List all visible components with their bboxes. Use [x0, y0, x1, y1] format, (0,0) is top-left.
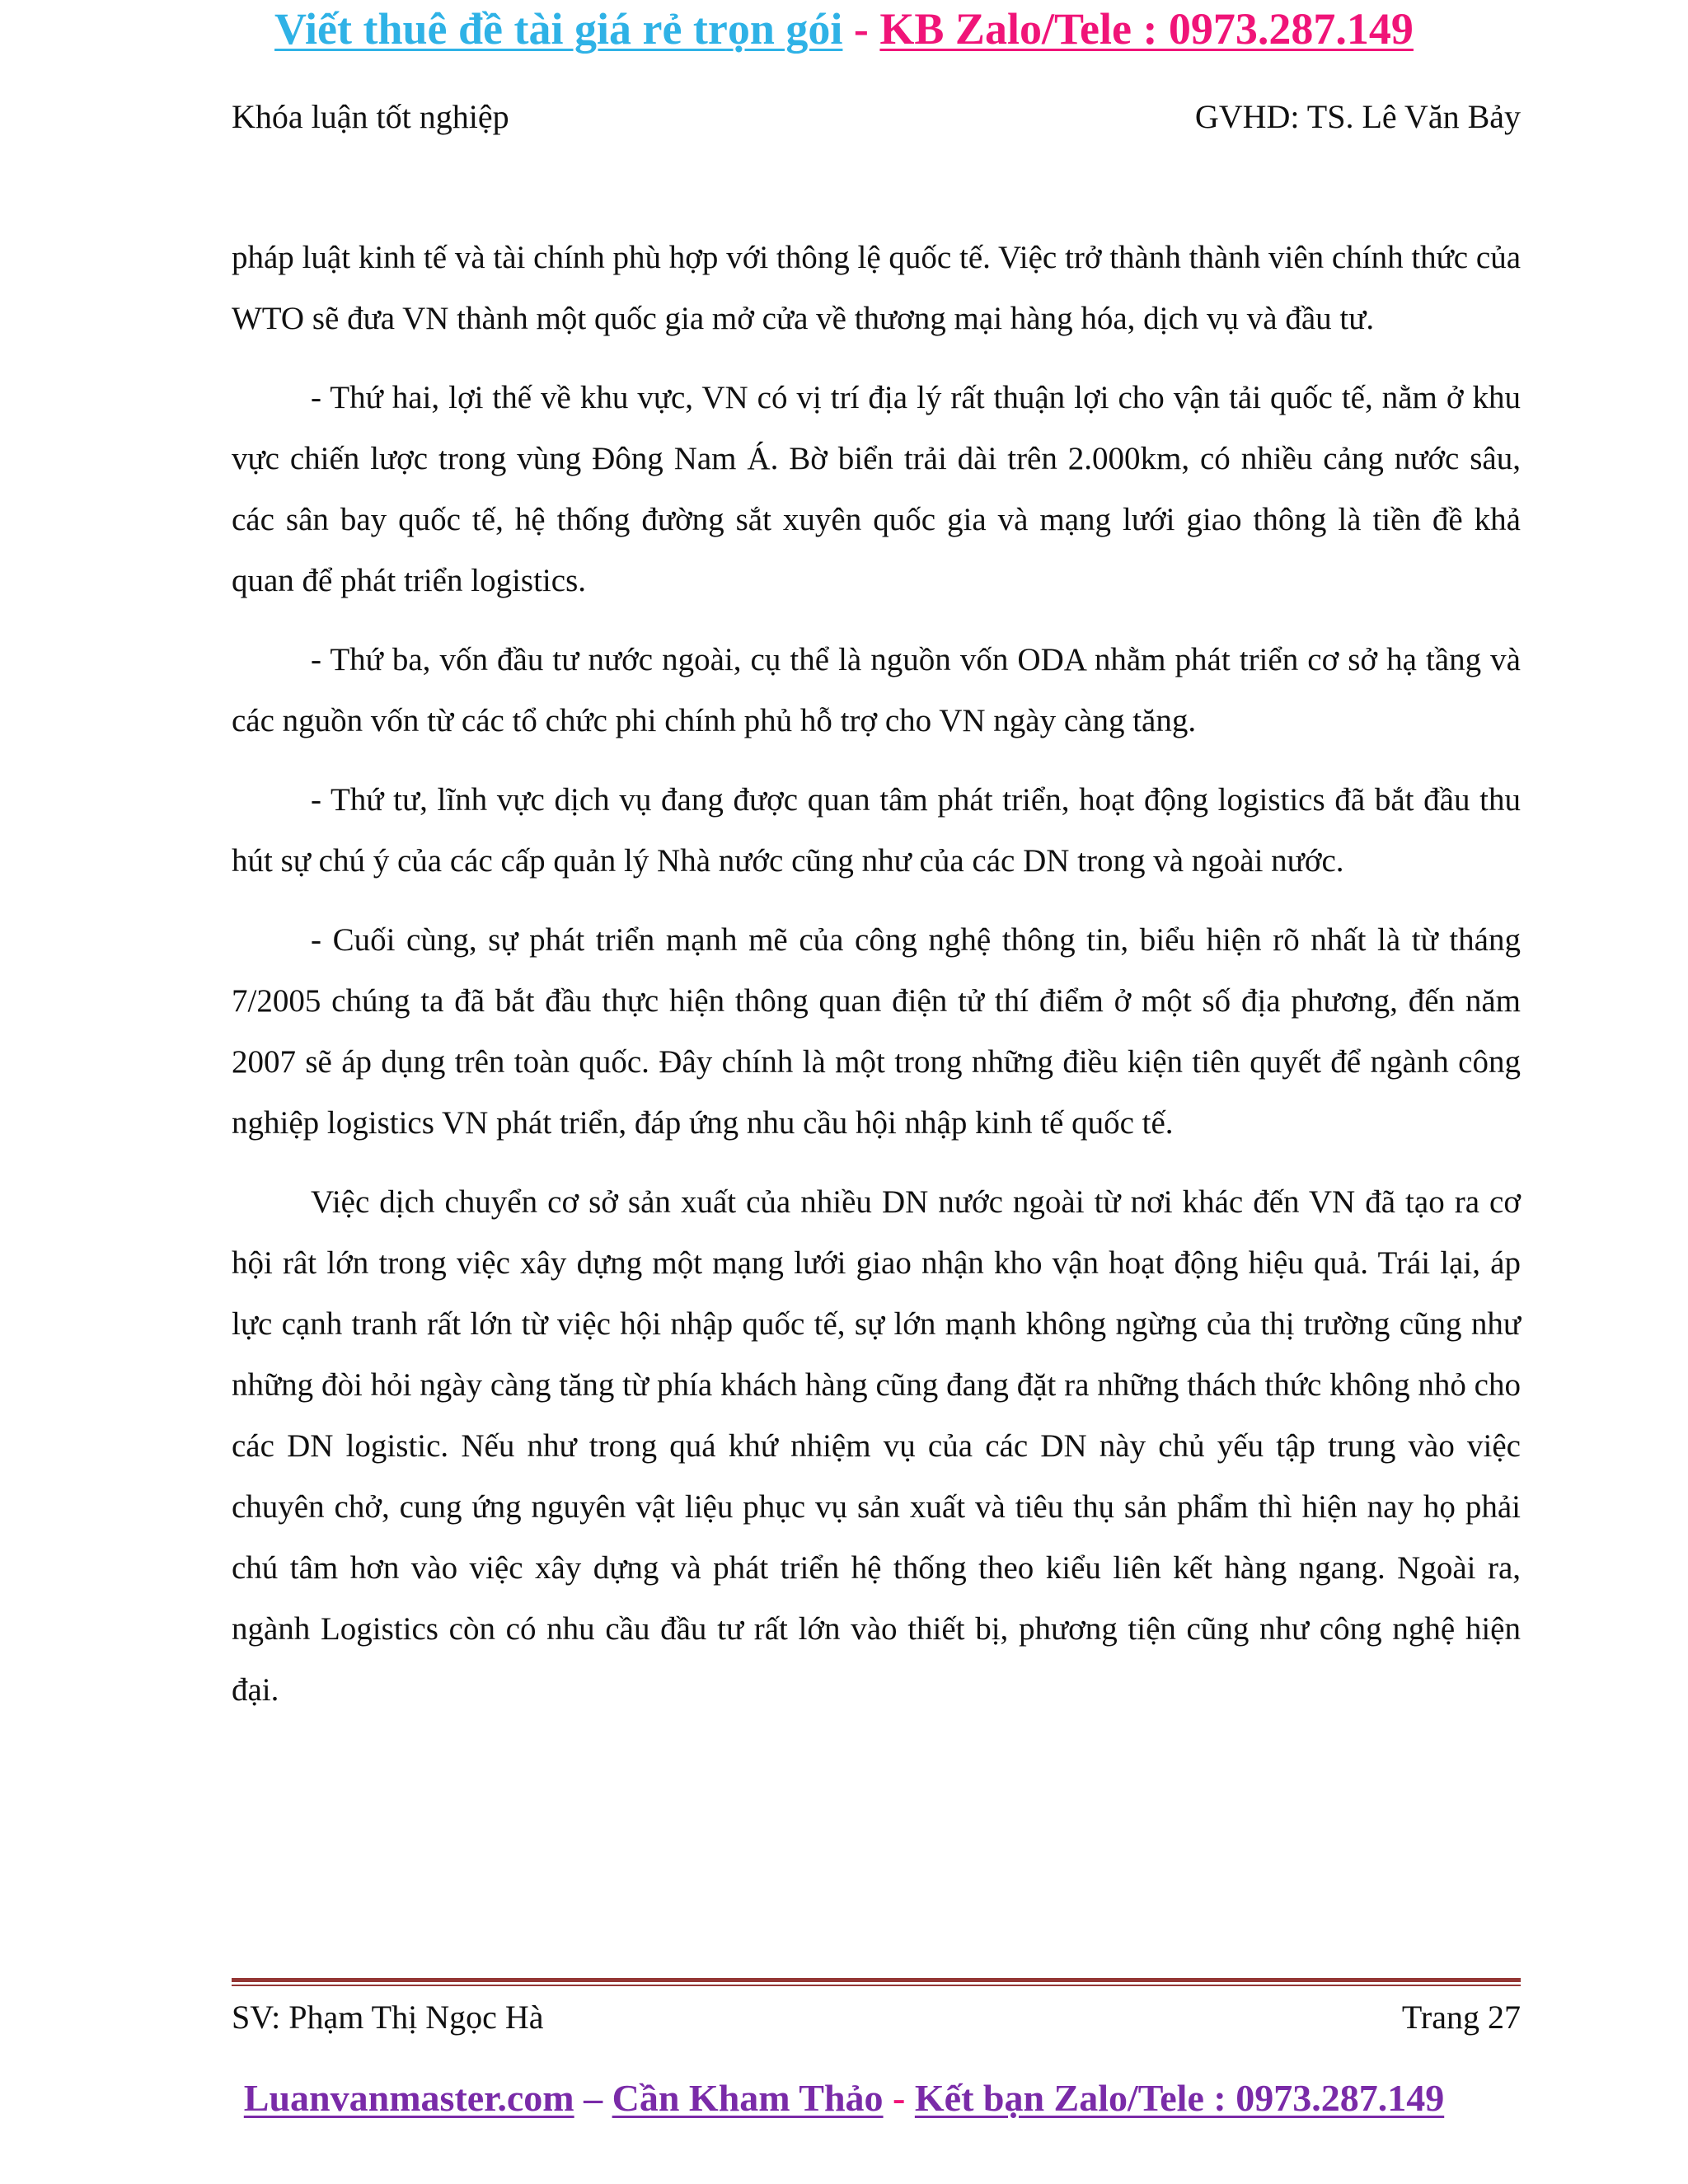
paragraph-relocation: Việc dịch chuyển cơ sở sản xuất của nhiều DN nước ngoài từ nơi khác đến VN đã tạo ra cơ hội rât lớn trong việc xây dựng một mạng lưới giao nhận kho vận hoạt động hiệu quả. Trái lại, áp lực cạnh tranh rất lớn từ việc hội nhập quốc tế, sự lớn mạnh không ngừng của thị trường cũng như những đòi hỏi ngày càng tăng từ phía khách hàng cũng đang đặt ra những thách thức không nhỏ cho các DN logistic. Nếu như trong quá khứ nhiệm vụ của các DN này chủ yếu tập trung vào việc chuyên chở, cung ứng nguyên vật liệu phục vụ sản xuất và tiêu thụ sản phẩm thì hiện nay họ phải chú tâm hơn vào việc xây dựng và phát triển hệ thống theo kiểu liên kết hàng ngang. Ngoài ra, ngành Logistics còn có nhu cầu đầu tư rất lớn vào thiết bị, phương tiện cũng như công nghệ hiện đại. — [232, 1184, 1521, 1708]
page-footer — [232, 1993, 1521, 2042]
document-body — [232, 227, 1521, 1739]
bottom-banner-separator-1: – — [574, 2077, 612, 2119]
header-supervisor: GVHD: TS. Lê Văn Bảy — [1194, 98, 1521, 135]
top-banner-separator: - — [842, 4, 880, 54]
paragraph-fourth-advantage: - Thứ tư, lĩnh vực dịch vụ đang được quan tâm phát triển, hoạt động logistics đã bắt đầu thu hút sự chú ý của các cấp quản lý Nhà nước cũng như của các DN trong và ngoài nước. — [232, 782, 1521, 879]
bottom-banner — [0, 2073, 1688, 2124]
footer-divider — [232, 1978, 1521, 1986]
paragraph-second-advantage: - Thứ hai, lợi thế về khu vực, VN có vị trí địa lý rất thuận lợi cho vận tải quốc tế, nằm ở khu vực chiến lược trong vùng Đông Nam Á. Bờ biển trải dài trên 2.000km, có nhiều cảng nước sâu, các sân bay quốc tế, hệ thống đường sắt xuyên quốc gia và mạng lưới giao thông là tiền đề khả quan để phát triển logistics. — [232, 380, 1521, 598]
bottom-banner-contact-link[interactable]: Kết bạn Zalo/Tele : 0973.287.149 — [914, 2077, 1445, 2119]
footer-student-name: SV: Phạm Thị Ngọc Hà — [232, 1999, 544, 2036]
page-header — [232, 92, 1521, 142]
bottom-banner-name-link[interactable]: Cần Kham Thảo — [612, 2077, 884, 2119]
bottom-banner-site-link[interactable]: Luanvanmaster.com — [243, 2077, 574, 2119]
footer-page-number: Trang 27 — [1401, 1999, 1521, 2036]
header-document-type: Khóa luận tốt nghiệp — [232, 98, 509, 135]
paragraph-third-advantage: - Thứ ba, vốn đầu tư nước ngoài, cụ thể là nguồn vốn ODA nhằm phát triển cơ sở hạ tầng và các nguồn vốn từ các tổ chức phi chính phủ hỗ trợ cho VN ngày càng tăng. — [232, 642, 1521, 738]
paragraph-continuation: pháp luật kinh tế và tài chính phù hợp với thông lệ quốc tế. Việc trở thành thành viên chính thức của WTO sẽ đưa VN thành một quốc gia mở cửa về thương mại hàng hóa, dịch vụ và đầu tư. — [232, 240, 1521, 336]
top-banner-link[interactable]: Viết thuê đề tài giá rẻ trọn gói — [274, 4, 843, 54]
paragraph-final-advantage: - Cuối cùng, sự phát triển mạnh mẽ của công nghệ thông tin, biểu hiện rõ nhất là từ tháng 7/2005 chúng ta đã bắt đầu thực hiện thông quan điện tử thí điểm ở một số địa phương, đến năm 2007 sẽ áp dụng trên toàn quốc. Đây chính là một trong những điều kiện tiên quyết để ngành công nghiệp logistics VN phát triển, đáp ứng nhu cầu hội nhập kinh tế quốc tế. — [232, 922, 1521, 1141]
top-banner — [0, 0, 1688, 58]
top-banner-contact-link[interactable]: KB Zalo/Tele : 0973.287.149 — [879, 4, 1414, 54]
bottom-banner-separator-2: - — [883, 2077, 915, 2119]
